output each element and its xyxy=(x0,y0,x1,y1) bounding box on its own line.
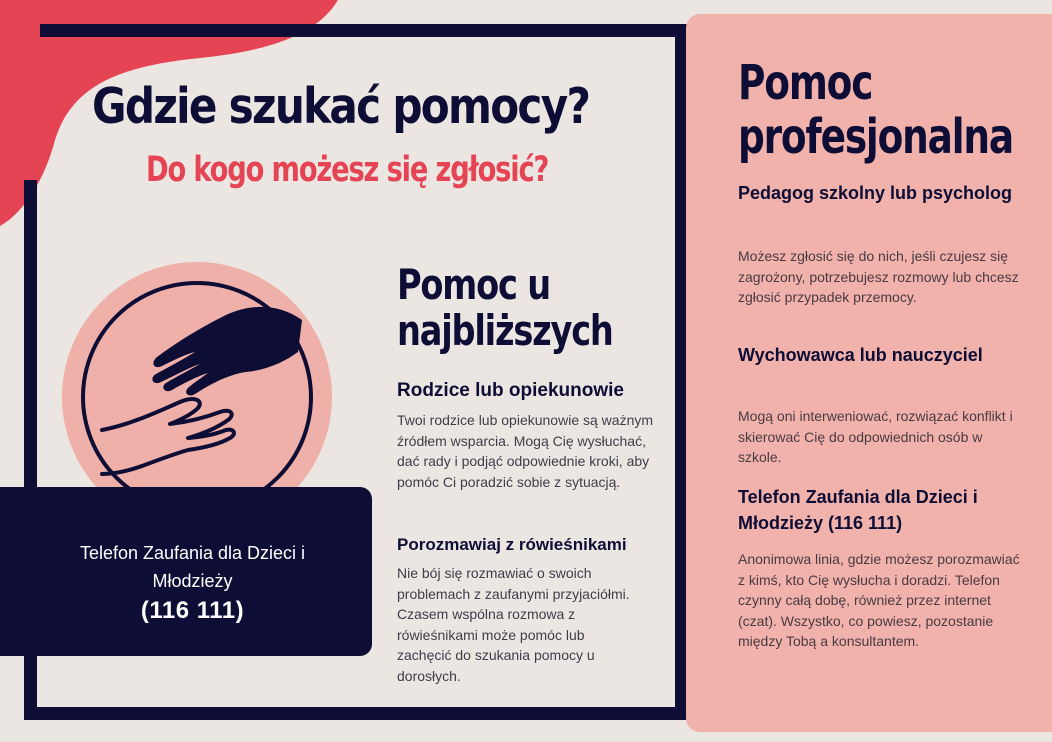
professional-help-heading xyxy=(738,56,1013,164)
close-help-heading-line1: Pomoc u xyxy=(397,260,550,309)
hotline-number: (116 111) xyxy=(140,597,245,624)
hotline-box xyxy=(0,487,372,656)
frame-border-top xyxy=(40,24,700,37)
section-title-peers: Porozmawiaj z rówieśnikami xyxy=(397,535,627,554)
professional-help-heading-line1: Pomoc xyxy=(738,55,873,111)
section-text-parents: Twoi rodzice lub opiekunowie są ważnym źródłem wsparcia. Mogą Cię wysłuchać, dać rady i podjąć odpowiednie kroki, aby pomóc Ci poradzić sobie z sytuacją. xyxy=(397,412,654,490)
close-help-heading-line2: najbliższych xyxy=(397,306,613,355)
professional-help-panel xyxy=(686,14,1052,732)
page-subtitle: Do kogo możesz się zgłosić? xyxy=(146,150,549,190)
section-text-peers: Nie bój się rozmawiać o swoich problemach z zaufanymi przyjaciółmi. Czasem wspólna rozmowa z rówieśnikami może pomóc lub zachęcić do szukania pomocy u dorosłych. xyxy=(397,565,630,684)
section-title-parents: Rodzice lub opiekunowie xyxy=(397,380,624,401)
section-title-hotline: Telefon Zaufania dla Dzieci i Młodzieży (116 111) xyxy=(738,487,978,533)
close-help-heading xyxy=(397,262,613,354)
section-title-school-counselor: Pedagog szkolny lub psycholog xyxy=(738,183,1013,203)
page-title: Gdzie szukać pomocy? xyxy=(92,78,590,135)
hotline-name: Telefon Zaufania dla Dzieci i Młodzieży xyxy=(79,543,306,591)
professional-help-heading-line2: profesjonalna xyxy=(738,109,1013,165)
section-text-school-counselor: Możesz zgłosić się do nich, jeśli czujesz się zagrożony, potrzebujesz rozmowy lub chcesz zgłosić przypadek przemocy. xyxy=(738,248,1019,306)
section-text-teacher: Mogą oni interweniować, rozwiązać konflikt i skierować Cię do odpowiednich osób w szkole. xyxy=(738,408,1013,466)
frame-border-bottom xyxy=(24,707,704,720)
section-title-teacher: Wychowawca lub nauczyciel xyxy=(738,345,983,365)
section-text-hotline: Anonimowa linia, gdzie możesz porozmawiać z kimś, kto Cię wysłucha i doradzi. Telefon czynny całą dobę, również przez internet (czat). Wszystko, co powiesz, pozostanie między Tobą a konsultantem. xyxy=(738,551,1020,650)
